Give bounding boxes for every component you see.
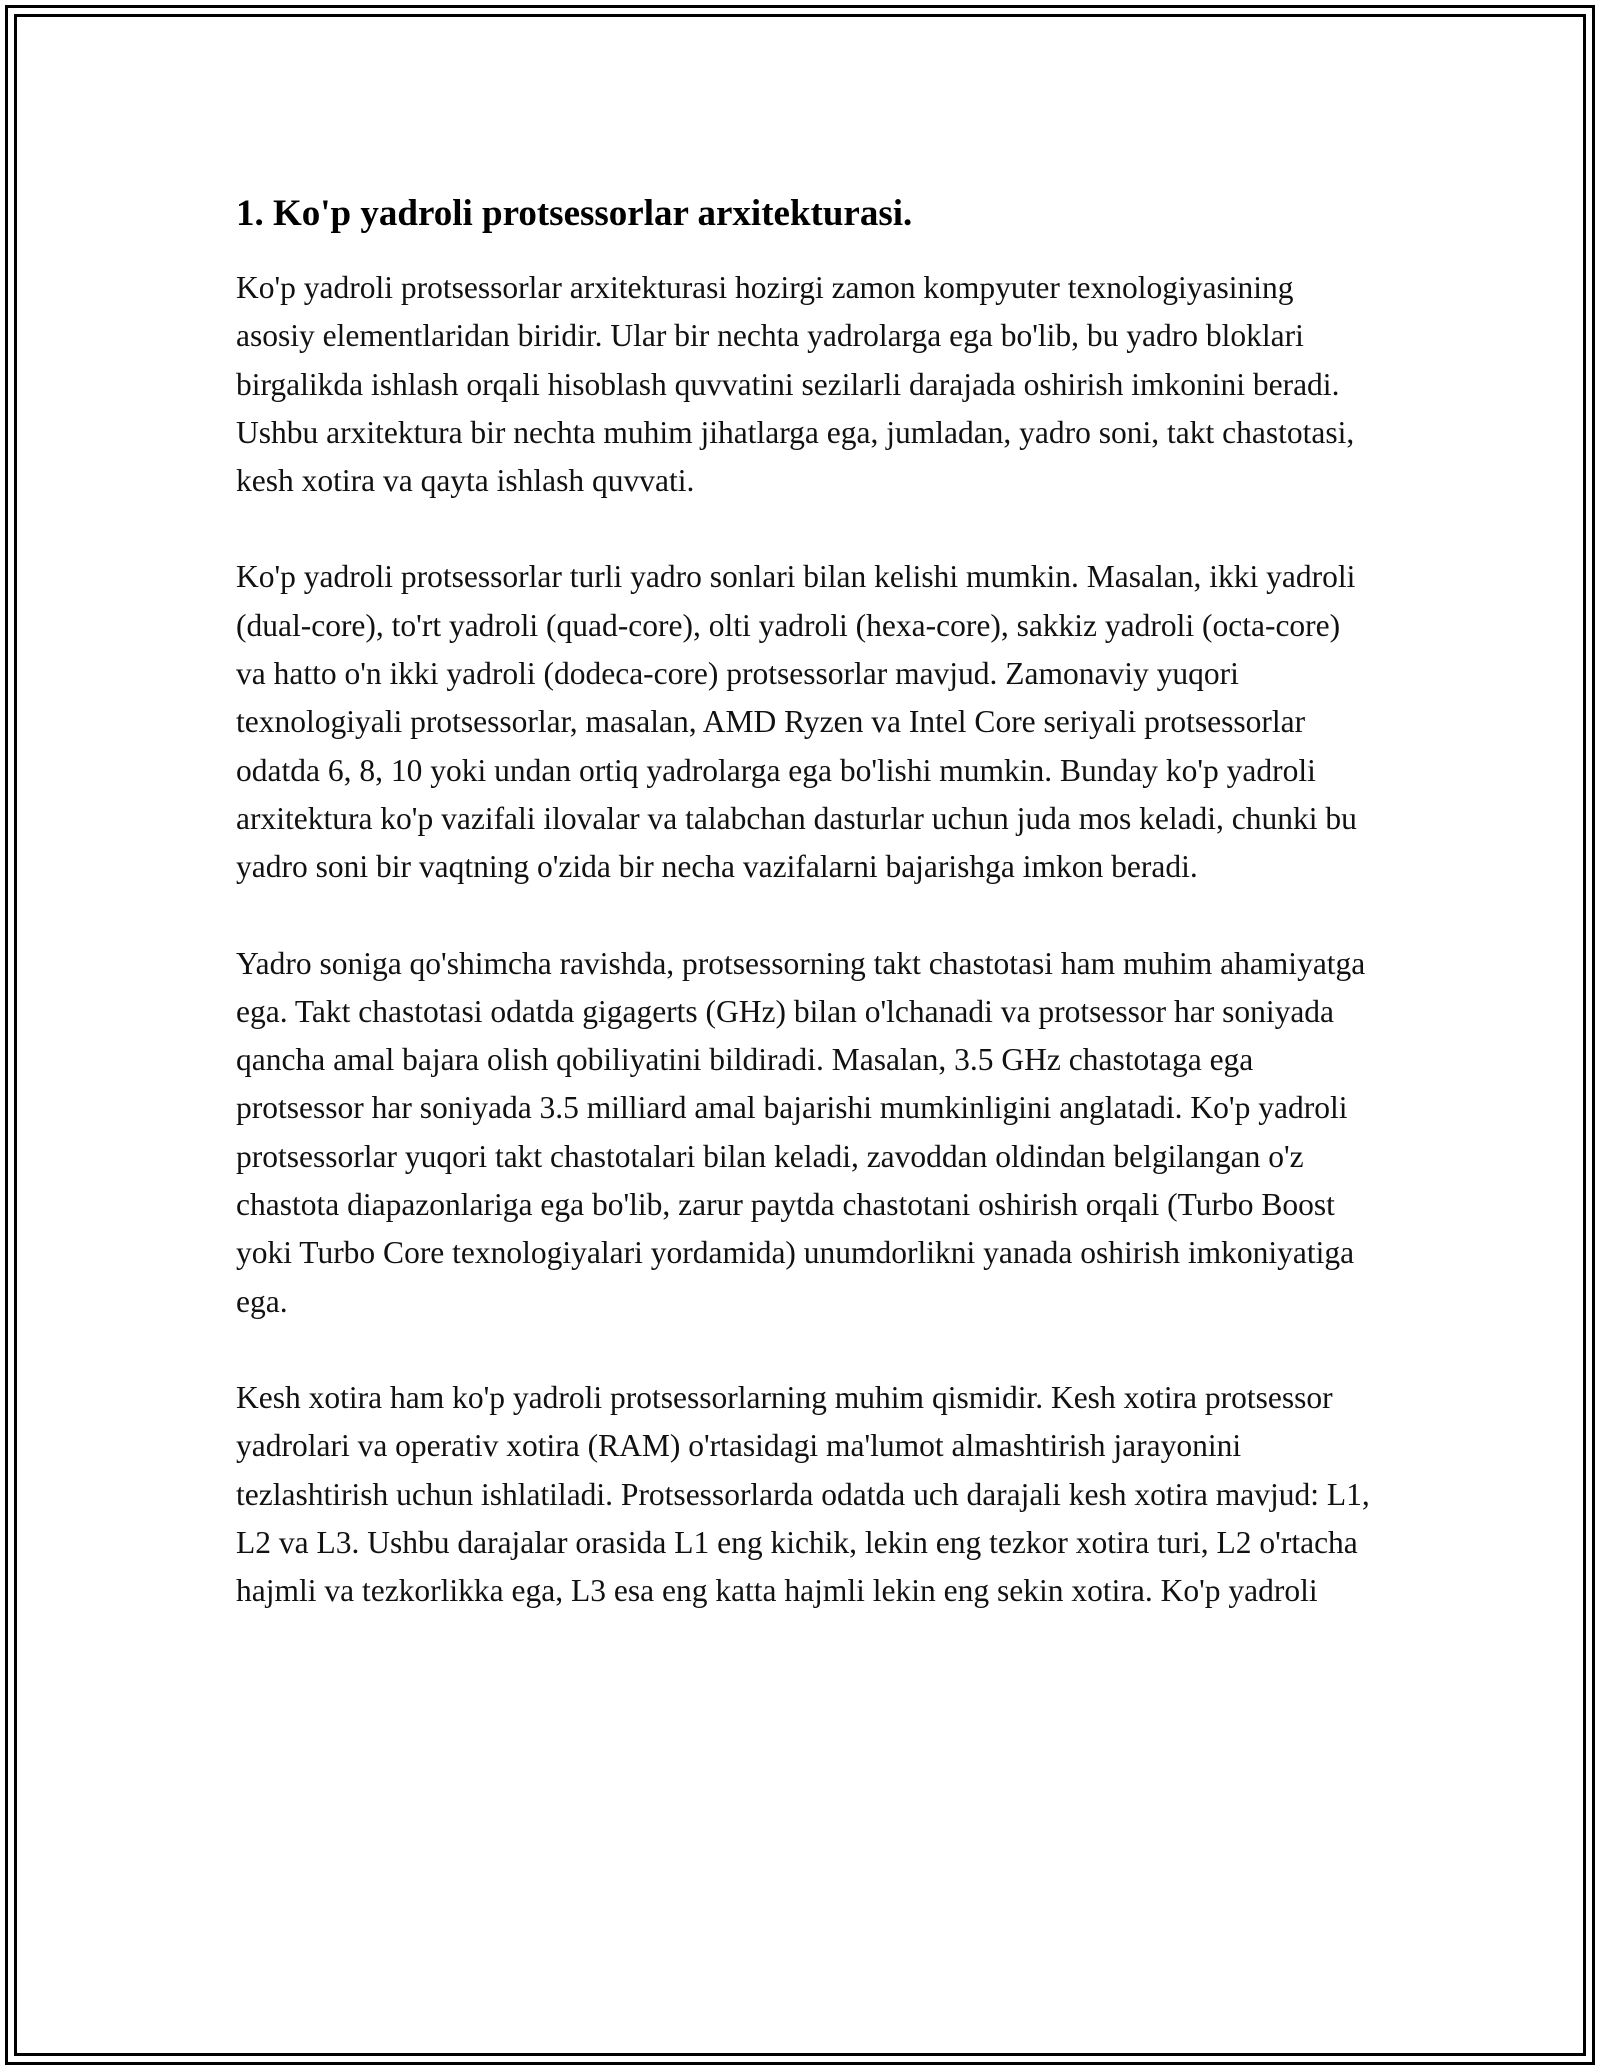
- paragraph-intro: Ko'p yadroli protsessorlar arxitekturasi hozirgi zamon kompyuter texnologiyasining asosiy elementlaridan biridir. Ular bir nechta yadrolarga ega bo'lib, bu yadro bloklari birgalikda ishlash orqali hisoblash quvvatini sezilarli darajada oshirish imkonini beradi. Ushbu arxitektura bir nechta muhim jihatlarga ega, jumladan, yadro soni, takt chastotasi, kesh xotira va qayta ishlash quvvati.: [236, 270, 1355, 499]
- paragraph-clock-speed: Yadro soniga qo'shimcha ravishda, protsessorning takt chastotasi ham muhim ahamiyatga ega. Takt chastotasi odatda gigagerts (GHz) bilan o'lchanadi va protsessor har soniyada qancha amal bajara olish qobiliyatini bildiradi. Masalan, 3.5 GHz chastotaga ega protsessor har soniyada 3.5 milliard amal bajarishi mumkinligini anglatadi. Ko'p yadroli protsessorlar yuqori takt chastotalari bilan keladi, zavoddan oldindan belgilangan o'z chastota diapazonlariga ega bo'lib, zarur paytda chastotani oshirish orqali (Turbo Boost yoki Turbo Core texnologiyalari yordamida) unumdorlikni yanada oshirish imkoniyatiga ega.: [236, 945, 1366, 1319]
- section-heading: 1. Ko'p yadroli protsessorlar arxitekturasi.: [236, 193, 913, 234]
- document-body: [236, 190, 1376, 1663]
- paragraph-cache-memory: Kesh xotira ham ko'p yadroli protsessorlarning muhim qismidir. Kesh xotira protsessor yadrolari va operativ xotira (RAM) o'rtasidagi ma'lumot almashtirish jarayonini tezlashtirish uchun ishlatiladi. Protsessorlarda odatda uch darajali kesh xotira mavjud: L1, L2 va L3. Ushbu darajalar orasida L1 eng kichik, lekin eng tezkor xotira turi, L2 o'rtacha hajmli va tezkorlikka ega, L3 esa eng katta hajmli lekin eng sekin xotira. Ko'p yadroli: [236, 1379, 1370, 1609]
- paragraph-core-counts: Ko'p yadroli protsessorlar turli yadro sonlari bilan kelishi mumkin. Masalan, ikki yadroli (dual-core), to'rt yadroli (quad-core), olti yadroli (hexa-core), sakkiz yadroli (octa-core) va hatto o'n ikki yadroli (dodeca-core) protsessorlar mavjud. Zamonaviy yuqori texnologiyali protsessorlar, masalan, AMD Ryzen va Intel Core seriyali protsessorlar odatda 6, 8, 10 yoki undan ortiq yadrolarga ega bo'lishi mumkin. Bunday ko'p yadroli arxitektura ko'p vazifali ilovalar va talabchan dasturlar uchun juda mos keladi, chunki bu yadro soni bir vaqtning o'zida bir necha vazifalarni bajarishga imkon beradi.: [236, 559, 1357, 885]
